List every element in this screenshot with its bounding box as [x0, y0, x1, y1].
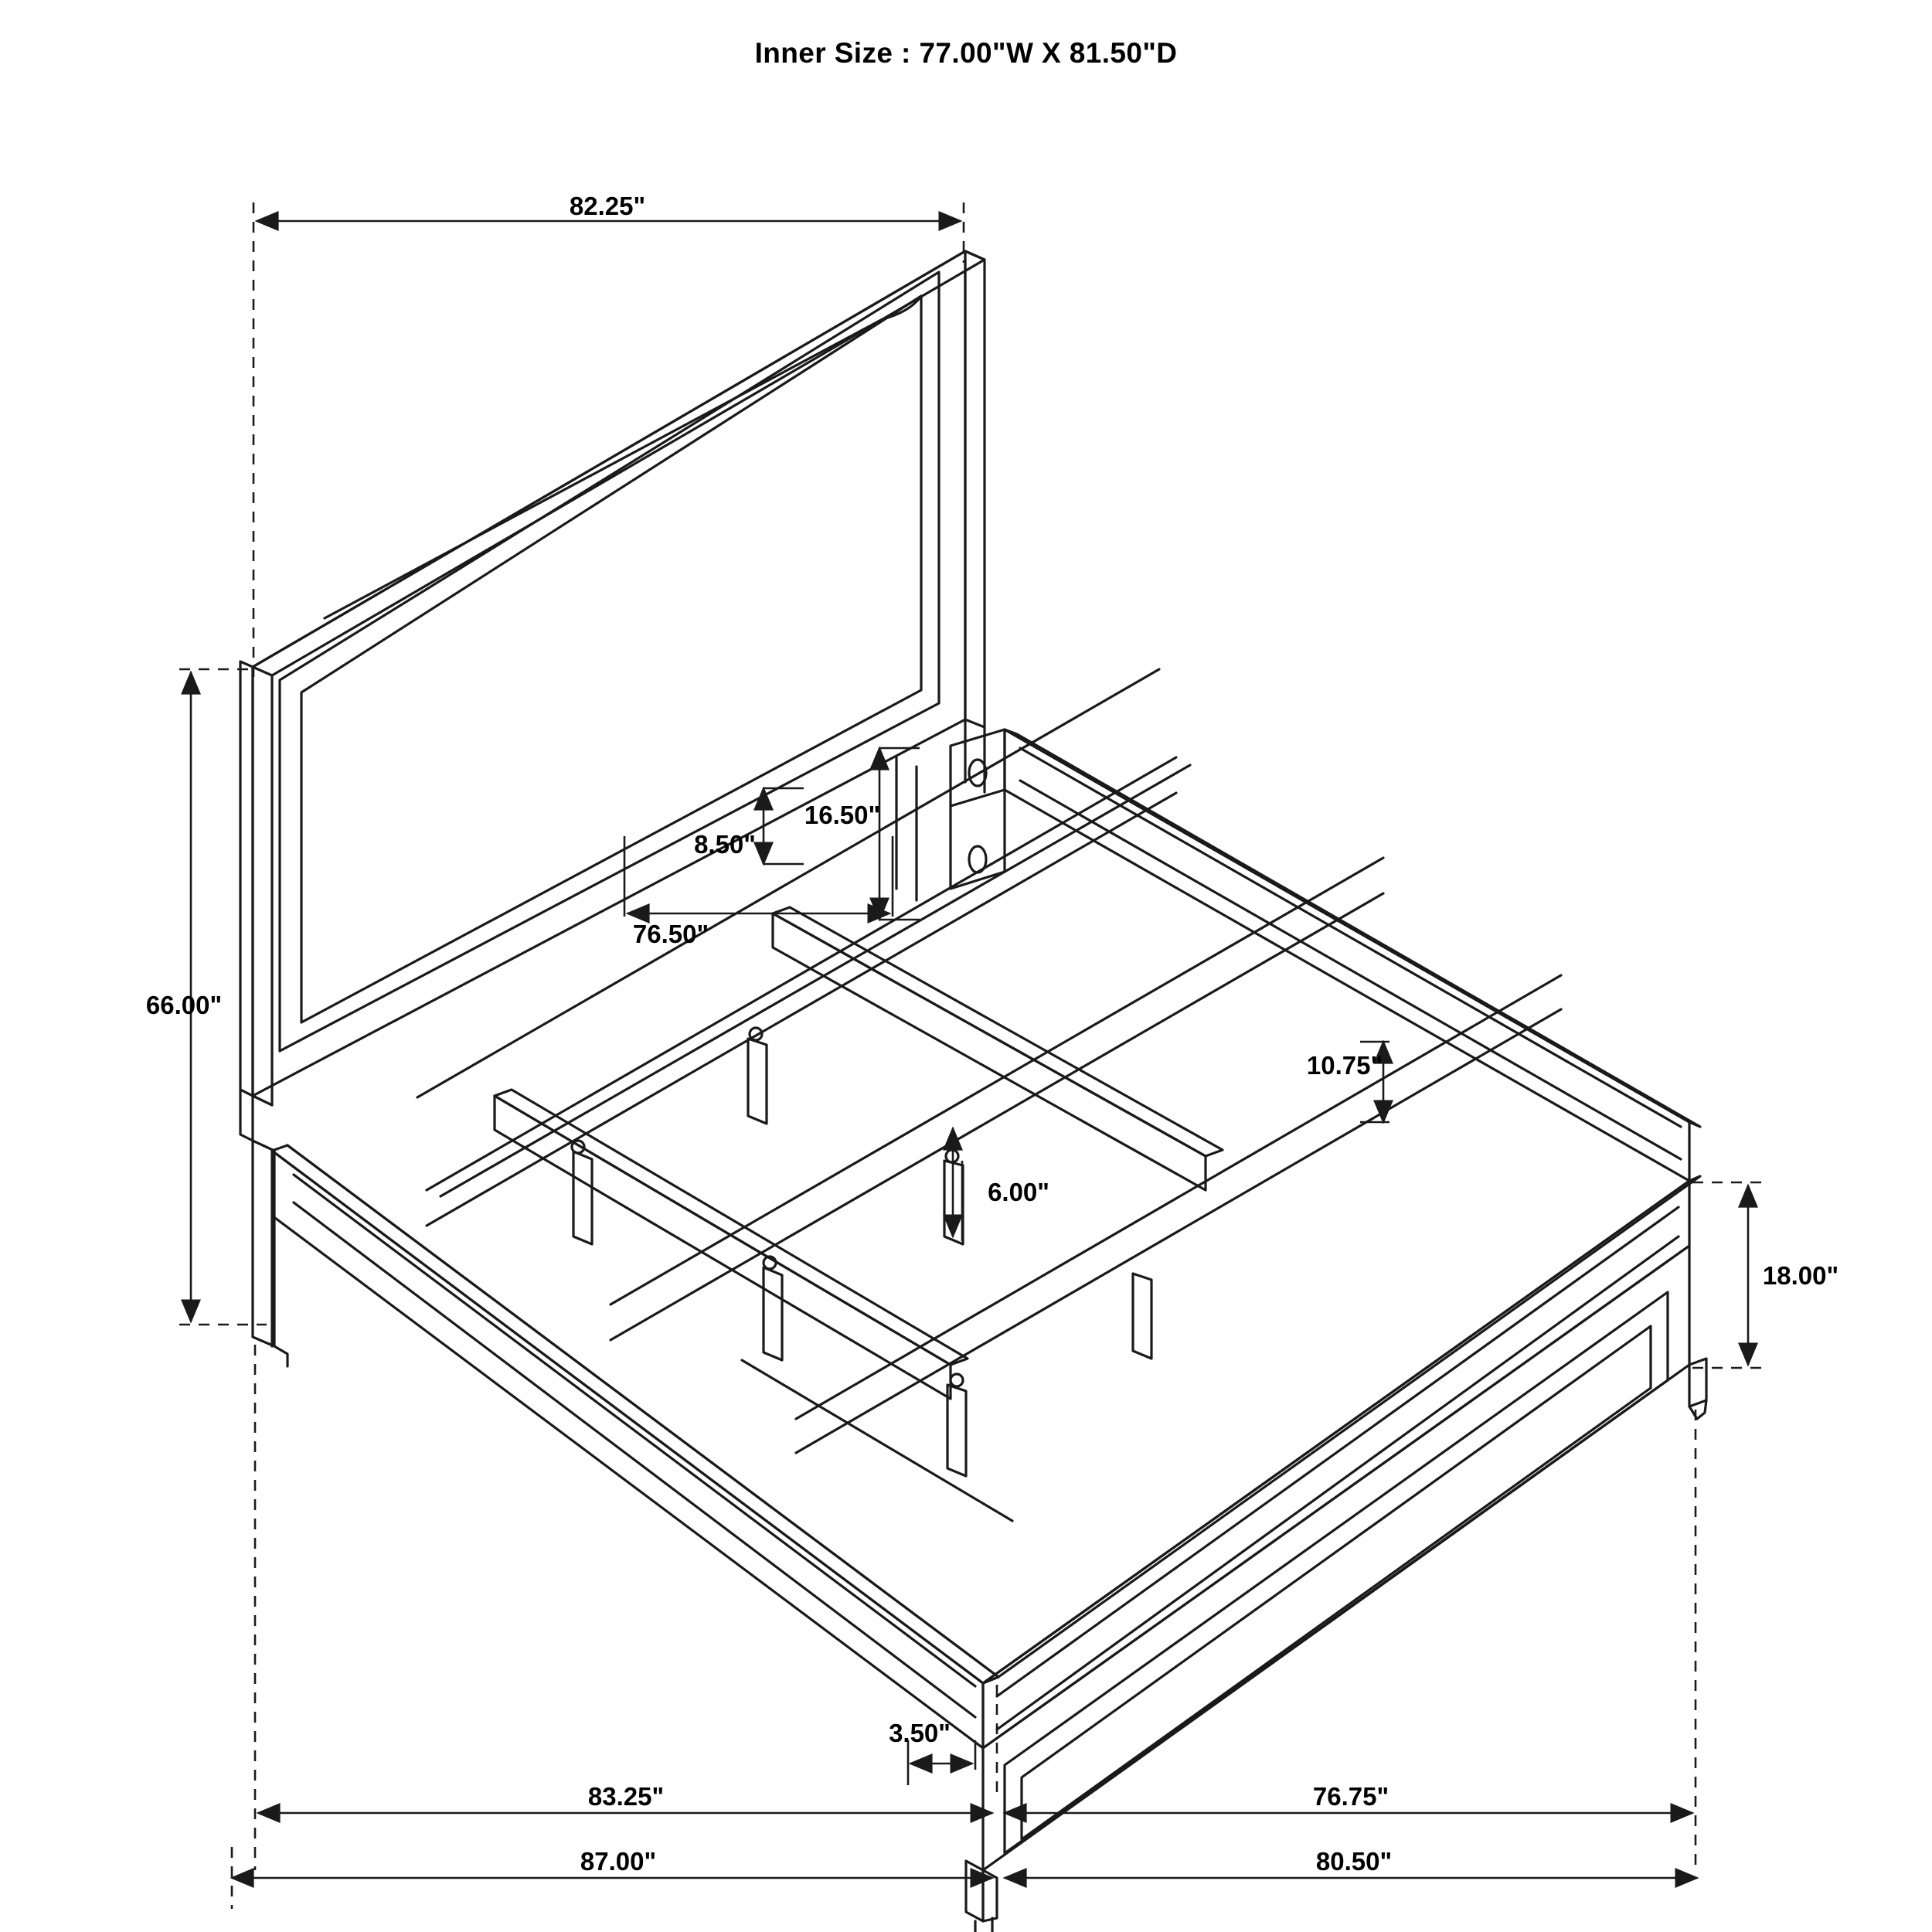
label-87-00: 87.00" [580, 1847, 657, 1876]
slat-system [287, 669, 1561, 1677]
label-80-50: 80.50" [1315, 1847, 1393, 1876]
label-16-50: 16.50" [804, 801, 881, 829]
page-title: Inner Size : 77.00"W X 81.50"D [754, 37, 1178, 69]
label-8-50: 8.50" [694, 830, 756, 859]
label-18-00: 18.00" [1762, 1261, 1839, 1290]
label-76-75: 76.75" [1312, 1782, 1389, 1811]
label-10-75: 10.75" [1306, 1051, 1383, 1080]
label-3-50: 3.50" [889, 1719, 951, 1747]
label-66-00: 66.00" [145, 991, 223, 1019]
label-83-25: 83.25" [587, 1782, 665, 1811]
label-76-50: 76.50" [632, 920, 709, 948]
label-6-00: 6.00" [988, 1178, 1049, 1206]
bed-outline-group [240, 246, 1706, 1932]
label-82-25: 82.25" [569, 192, 646, 220]
dimension-labels [146, 192, 1838, 1876]
